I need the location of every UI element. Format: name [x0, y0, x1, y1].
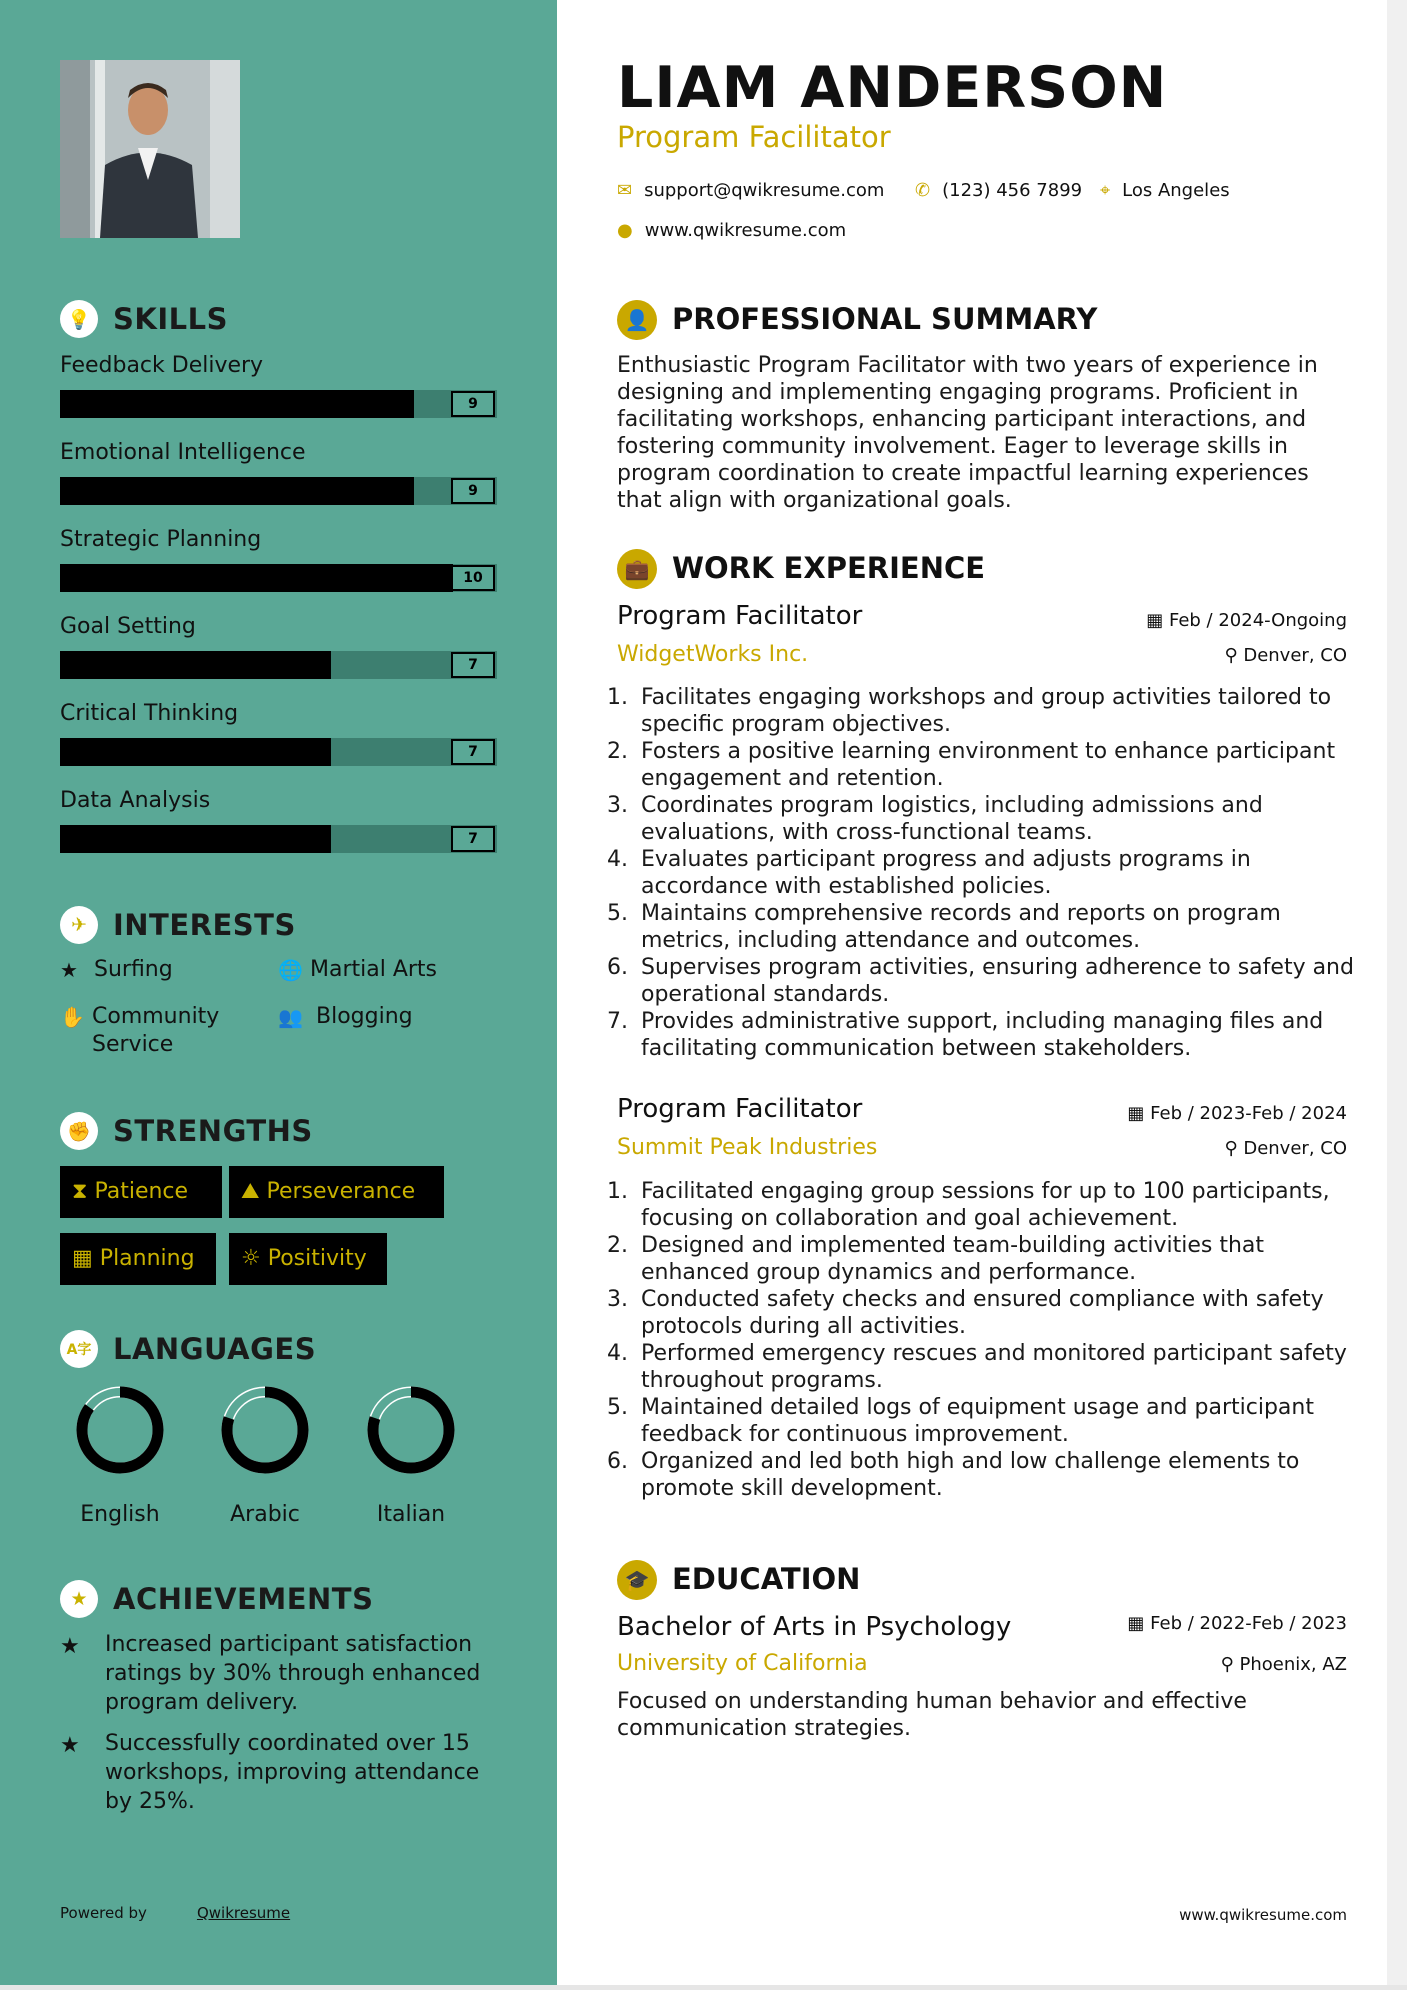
language-rings	[0, 1380, 557, 1490]
sun-icon: ☼	[241, 1246, 261, 1271]
contact-website[interactable]: ● www.qwikresume.com	[617, 220, 847, 241]
list-item: 7. Provides administrative support, including managing files and facilitating communication between stakeholders.	[635, 1008, 1370, 1062]
achievements-title: ACHIEVEMENTS	[113, 1582, 374, 1616]
skill-label: Feedback Delivery	[60, 353, 264, 378]
list-item: 6. Supervises program activities, ensuring adherence to safety and operational standards.	[635, 954, 1370, 1008]
brand-link[interactable]: Qwikresume	[196, 1904, 291, 1922]
candidate-role: Program Facilitator	[617, 120, 891, 154]
skill-fill	[60, 738, 331, 766]
graduation-cap-icon: 🎓	[617, 1560, 657, 1600]
star-icon: ★	[60, 958, 78, 982]
skill-fill	[60, 390, 414, 418]
summary-title: PROFESSIONAL SUMMARY	[672, 302, 1098, 336]
skill-label: Goal Setting	[60, 614, 196, 639]
skill-score: 9	[451, 478, 495, 504]
skill-score: 9	[451, 391, 495, 417]
skill-fill	[60, 825, 331, 853]
list-item: 1. Facilitated engaging group sessions for up to 100 participants, focusing on collaboration and goal achievement.	[635, 1178, 1370, 1232]
job-title: Program Facilitator	[617, 1094, 863, 1124]
skill-label: Data Analysis	[60, 788, 211, 813]
language-ring-2	[373, 1392, 449, 1468]
strength-badge: ▦ Planning	[60, 1233, 216, 1285]
job-dates: ▦ Feb / 2024-Ongoing	[1146, 610, 1347, 631]
interests-title: INTERESTS	[113, 908, 296, 942]
strength-badge: ☼ Positivity	[229, 1233, 387, 1285]
job-company: WidgetWorks Inc.	[617, 642, 809, 667]
list-item: 4. Evaluates participant progress and adjusts programs in accordance with established policies.	[635, 846, 1370, 900]
strength-badge: ⛰ Perseverance	[229, 1166, 444, 1218]
job-dates: ▦ Feb / 2023-Feb / 2024	[1127, 1103, 1347, 1124]
skill-bar	[60, 825, 497, 853]
education-title: EDUCATION	[672, 1562, 861, 1596]
job-title: Program Facilitator	[617, 601, 863, 631]
strength-badge: ⧗ Patience	[60, 1166, 222, 1218]
page-bottom-strip	[0, 1985, 1407, 1990]
degree-title: Bachelor of Arts in Psychology	[617, 1612, 1012, 1642]
page-edge	[1387, 0, 1407, 1990]
job-location: ⚲ Denver, CO	[1224, 1138, 1347, 1159]
hand-icon: ✋	[60, 1005, 85, 1029]
list-item: 6. Organized and led both high and low challenge elements to promote skill development.	[635, 1448, 1370, 1502]
language-label: Italian	[376, 1502, 446, 1527]
phone-icon: ✆	[915, 180, 931, 201]
skill-fill	[60, 651, 331, 679]
education-dates: ▦ Feb / 2022-Feb / 2023	[1127, 1613, 1347, 1634]
skill-bar	[60, 738, 497, 766]
interest-item: 🌐 Martial Arts	[278, 957, 438, 982]
road-icon: ⛰	[241, 1179, 260, 1204]
skill-label: Critical Thinking	[60, 701, 239, 726]
paper-plane-icon: ✈	[60, 906, 98, 944]
fist-icon: ✊	[60, 1112, 98, 1150]
skill-bar	[60, 477, 497, 505]
footer-website[interactable]: www.qwikresume.com	[1179, 1906, 1347, 1924]
calendar-icon: ▦	[1127, 1103, 1151, 1124]
school-name: University of California	[617, 1651, 868, 1676]
list-item: 5. Maintains comprehensive records and reports on program metrics, including attendance and outcomes.	[635, 900, 1370, 954]
achievement-item: ★ Successfully coordinated over 15 workshops, improving attendance by 25%.	[60, 1731, 480, 1814]
contact-email[interactable]: ✉ support@qwikresume.com	[617, 180, 885, 201]
skills-title: SKILLS	[113, 302, 228, 336]
strengths-title: STRENGTHS	[113, 1114, 313, 1148]
briefcase-icon: 💼	[617, 549, 657, 589]
contact-location: ⌖ Los Angeles	[1100, 180, 1230, 201]
skill-bar	[60, 564, 497, 592]
pin-icon: ⚲	[1224, 1138, 1244, 1159]
list-item: 4. Performed emergency rescues and monitored participant safety throughout programs.	[635, 1340, 1370, 1394]
experience-title: WORK EXPERIENCE	[672, 551, 986, 585]
achievement-item: ★ Increased participant satisfaction ratings by 30% through enhanced program delivery.	[60, 1632, 481, 1715]
globe-icon: ●	[617, 220, 633, 241]
job-bullets	[617, 1178, 1370, 1502]
star-icon: ★	[60, 1634, 80, 1659]
list-item: 5. Maintained detailed logs of equipment usage and participant feedback for continuous improvement.	[635, 1394, 1370, 1448]
skill-score: 7	[451, 652, 495, 678]
list-item: 1. Facilitates engaging workshops and group activities tailored to specific program objectives.	[635, 684, 1370, 738]
calendar-icon: ▦	[1127, 1613, 1151, 1634]
hourglass-icon: ⧗	[72, 1179, 88, 1204]
list-item: 3. Coordinates program logistics, including admissions and evaluations, with cross-functional teams.	[635, 792, 1370, 846]
pin-icon: ⚲	[1224, 645, 1244, 666]
skill-label: Emotional Intelligence	[60, 440, 306, 465]
language-ring-1	[227, 1392, 303, 1468]
skill-fill	[60, 564, 453, 592]
profile-photo	[60, 60, 240, 238]
language-icon: A字	[60, 1330, 98, 1368]
languages-title: LANGUAGES	[113, 1332, 317, 1366]
globe-icon: 🌐	[278, 958, 303, 982]
list-item: 2. Fosters a positive learning environment to enhance participant engagement and retention.	[635, 738, 1370, 792]
star-icon: ★	[60, 1733, 80, 1758]
envelope-icon: ✉	[617, 180, 633, 201]
calendar-icon: ▦	[1146, 610, 1169, 631]
job-location: ⚲ Denver, CO	[1224, 645, 1347, 666]
job-company: Summit Peak Industries	[617, 1135, 878, 1160]
job-bullets	[617, 684, 1370, 1062]
interest-item: 👥 Blogging	[278, 1004, 413, 1029]
education-text: Focused on understanding human behavior and effective communication strategies.	[617, 1689, 1247, 1741]
interest-item: ✋ Community Service	[60, 1004, 220, 1057]
contact-phone[interactable]: ✆ (123) 456 7899	[915, 180, 1083, 201]
list-item: 3. Conducted safety checks and ensured compliance with safety protocols during all activities.	[635, 1286, 1370, 1340]
skill-score: 7	[451, 826, 495, 852]
language-label: Arabic	[230, 1502, 300, 1527]
calendar-icon: ▦	[72, 1246, 93, 1271]
skill-bar	[60, 651, 497, 679]
skill-score: 10	[451, 565, 495, 591]
interest-item: ★ Surfing	[60, 957, 173, 982]
skill-fill	[60, 477, 414, 505]
language-ring-0	[82, 1392, 158, 1468]
user-circle-icon: 👤	[617, 300, 657, 340]
candidate-name: LIAM ANDERSON	[617, 55, 1168, 121]
users-icon: 👥	[278, 1005, 303, 1029]
language-label: English	[80, 1502, 160, 1527]
education-location: ⚲ Phoenix, AZ	[1220, 1654, 1347, 1675]
map-pin-icon: ⌖	[1100, 180, 1111, 201]
skill-bar	[60, 390, 497, 418]
list-item: 2. Designed and implemented team-building activities that enhanced group dynamics and performance.	[635, 1232, 1370, 1286]
skill-score: 7	[451, 739, 495, 765]
star-badge-icon: ★	[60, 1580, 98, 1618]
pin-icon: ⚲	[1220, 1654, 1240, 1675]
footer-powered-by: Powered by Qwikresume	[60, 1904, 291, 1922]
skill-label: Strategic Planning	[60, 527, 262, 552]
summary-text: Enthusiastic Program Facilitator with two years of experience in designing and implementing engaging programs. Proficient in facilitating workshops, enhancing participant interactions, and fostering community involvement. Eager to leverage skills in program coordination to create impactful learning experiences that align with organizational goals.	[617, 353, 1318, 513]
lightbulb-icon: 💡	[60, 300, 98, 338]
